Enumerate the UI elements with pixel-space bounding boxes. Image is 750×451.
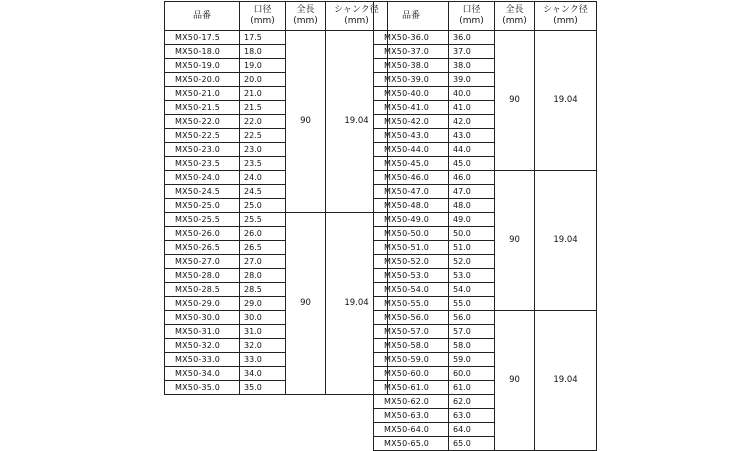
part-number-cell: MX50-57.0 <box>374 325 449 339</box>
part-number-cell: MX50-20.0 <box>165 73 240 87</box>
bore-cell: 64.0 <box>449 423 495 437</box>
bore-cell: 36.0 <box>449 31 495 45</box>
bore-cell: 59.0 <box>449 353 495 367</box>
part-number-cell: MX50-27.0 <box>165 255 240 269</box>
part-number-cell: MX50-58.0 <box>374 339 449 353</box>
part-number-cell: MX50-18.0 <box>165 45 240 59</box>
bore-cell: 28.5 <box>240 283 286 297</box>
bore-cell: 23.5 <box>240 157 286 171</box>
bore-cell: 41.0 <box>449 101 495 115</box>
spec-table-left <box>164 1 388 395</box>
part-number-cell: MX50-49.0 <box>374 213 449 227</box>
part-number-cell: MX50-52.0 <box>374 255 449 269</box>
bore-header: 口径 (mm) <box>449 2 495 31</box>
part-number-cell: MX50-54.0 <box>374 283 449 297</box>
bore-cell: 58.0 <box>449 339 495 353</box>
part-number-cell: MX50-24.5 <box>165 185 240 199</box>
part-number-cell: MX50-17.5 <box>165 31 240 45</box>
part-number-cell: MX50-37.0 <box>374 45 449 59</box>
part-number-cell: MX50-23.5 <box>165 157 240 171</box>
part-number-cell: MX50-44.0 <box>374 143 449 157</box>
bore-cell: 29.0 <box>240 297 286 311</box>
bore-cell: 42.0 <box>449 115 495 129</box>
bore-cell: 22.0 <box>240 115 286 129</box>
bore-cell: 63.0 <box>449 409 495 423</box>
part-number-cell: MX50-46.0 <box>374 171 449 185</box>
bore-cell: 51.0 <box>449 241 495 255</box>
shank-header: シャンク径 (mm) <box>535 2 597 31</box>
part-number-cell: MX50-39.0 <box>374 73 449 87</box>
part-number-cell: MX50-59.0 <box>374 353 449 367</box>
length-cell: 90 <box>286 31 326 213</box>
bore-cell: 25.5 <box>240 213 286 227</box>
bore-cell: 60.0 <box>449 367 495 381</box>
bore-header: 口径 (mm) <box>240 2 286 31</box>
bore-cell: 28.0 <box>240 269 286 283</box>
part-number-cell: MX50-19.0 <box>165 59 240 73</box>
part-number-cell: MX50-26.5 <box>165 241 240 255</box>
shank-cell: 19.04 <box>326 31 388 213</box>
bore-cell: 26.0 <box>240 227 286 241</box>
header-row <box>165 2 388 31</box>
part-no-header: 品番 <box>374 2 449 31</box>
shank-header: シャンク径 (mm) <box>326 2 388 31</box>
part-number-cell: MX50-42.0 <box>374 115 449 129</box>
part-number-cell: MX50-22.0 <box>165 115 240 129</box>
bore-cell: 61.0 <box>449 381 495 395</box>
bore-cell: 20.0 <box>240 73 286 87</box>
part-number-cell: MX50-48.0 <box>374 199 449 213</box>
bore-cell: 21.0 <box>240 87 286 101</box>
bore-cell: 32.0 <box>240 339 286 353</box>
bore-cell: 24.0 <box>240 171 286 185</box>
table-row <box>165 31 388 45</box>
part-number-cell: MX50-30.0 <box>165 311 240 325</box>
table-body <box>374 31 597 451</box>
bore-cell: 31.0 <box>240 325 286 339</box>
length-cell: 90 <box>495 311 535 451</box>
part-number-cell: MX50-23.0 <box>165 143 240 157</box>
part-number-cell: MX50-50.0 <box>374 227 449 241</box>
part-number-cell: MX50-21.0 <box>165 87 240 101</box>
shank-cell: 19.04 <box>535 171 597 311</box>
header-row <box>374 2 597 31</box>
bore-cell: 49.0 <box>449 213 495 227</box>
bore-cell: 21.5 <box>240 101 286 115</box>
part-number-cell: MX50-28.5 <box>165 283 240 297</box>
bore-cell: 47.0 <box>449 185 495 199</box>
bore-cell: 43.0 <box>449 129 495 143</box>
bore-cell: 39.0 <box>449 73 495 87</box>
bore-cell: 45.0 <box>449 157 495 171</box>
shank-cell: 19.04 <box>535 31 597 171</box>
bore-cell: 17.5 <box>240 31 286 45</box>
bore-cell: 62.0 <box>449 395 495 409</box>
part-number-cell: MX50-25.0 <box>165 199 240 213</box>
part-number-cell: MX50-38.0 <box>374 59 449 73</box>
part-number-cell: MX50-22.5 <box>165 129 240 143</box>
length-cell: 90 <box>495 31 535 171</box>
bore-cell: 24.5 <box>240 185 286 199</box>
part-number-cell: MX50-56.0 <box>374 311 449 325</box>
bore-cell: 44.0 <box>449 143 495 157</box>
part-number-cell: MX50-26.0 <box>165 227 240 241</box>
bore-cell: 37.0 <box>449 45 495 59</box>
spec-table-right <box>373 1 597 451</box>
bore-cell: 38.0 <box>449 59 495 73</box>
part-number-cell: MX50-29.0 <box>165 297 240 311</box>
bore-cell: 18.0 <box>240 45 286 59</box>
part-number-cell: MX50-47.0 <box>374 185 449 199</box>
part-number-cell: MX50-28.0 <box>165 269 240 283</box>
part-number-cell: MX50-64.0 <box>374 423 449 437</box>
part-number-cell: MX50-55.0 <box>374 297 449 311</box>
part-number-cell: MX50-31.0 <box>165 325 240 339</box>
part-number-cell: MX50-33.0 <box>165 353 240 367</box>
bore-cell: 40.0 <box>449 87 495 101</box>
part-number-cell: MX50-62.0 <box>374 395 449 409</box>
table-row <box>165 213 388 227</box>
part-number-cell: MX50-35.0 <box>165 381 240 395</box>
part-number-cell: MX50-63.0 <box>374 409 449 423</box>
shank-cell: 19.04 <box>535 311 597 451</box>
bore-cell: 19.0 <box>240 59 286 73</box>
bore-cell: 48.0 <box>449 199 495 213</box>
length-cell: 90 <box>286 213 326 395</box>
part-number-cell: MX50-53.0 <box>374 269 449 283</box>
bore-cell: 50.0 <box>449 227 495 241</box>
part-number-cell: MX50-51.0 <box>374 241 449 255</box>
part-no-header: 品番 <box>165 2 240 31</box>
bore-cell: 33.0 <box>240 353 286 367</box>
length-header: 全長 (mm) <box>286 2 326 31</box>
bore-cell: 25.0 <box>240 199 286 213</box>
table-row <box>374 311 597 325</box>
bore-cell: 22.5 <box>240 129 286 143</box>
part-number-cell: MX50-40.0 <box>374 87 449 101</box>
bore-cell: 34.0 <box>240 367 286 381</box>
part-number-cell: MX50-61.0 <box>374 381 449 395</box>
bore-cell: 55.0 <box>449 297 495 311</box>
part-number-cell: MX50-60.0 <box>374 367 449 381</box>
bore-cell: 56.0 <box>449 311 495 325</box>
length-cell: 90 <box>495 171 535 311</box>
bore-cell: 57.0 <box>449 325 495 339</box>
part-number-cell: MX50-43.0 <box>374 129 449 143</box>
bore-cell: 54.0 <box>449 283 495 297</box>
part-number-cell: MX50-24.0 <box>165 171 240 185</box>
bore-cell: 46.0 <box>449 171 495 185</box>
bore-cell: 35.0 <box>240 381 286 395</box>
table-row <box>374 171 597 185</box>
bore-cell: 65.0 <box>449 437 495 451</box>
bore-cell: 52.0 <box>449 255 495 269</box>
shank-cell: 19.04 <box>326 213 388 395</box>
part-number-cell: MX50-41.0 <box>374 101 449 115</box>
table-body <box>165 31 388 395</box>
part-number-cell: MX50-34.0 <box>165 367 240 381</box>
part-number-cell: MX50-32.0 <box>165 339 240 353</box>
length-header: 全長 (mm) <box>495 2 535 31</box>
part-number-cell: MX50-65.0 <box>374 437 449 451</box>
bore-cell: 23.0 <box>240 143 286 157</box>
part-number-cell: MX50-45.0 <box>374 157 449 171</box>
part-number-cell: MX50-25.5 <box>165 213 240 227</box>
bore-cell: 27.0 <box>240 255 286 269</box>
bore-cell: 26.5 <box>240 241 286 255</box>
part-number-cell: MX50-36.0 <box>374 31 449 45</box>
part-number-cell: MX50-21.5 <box>165 101 240 115</box>
bore-cell: 30.0 <box>240 311 286 325</box>
table-row <box>374 31 597 45</box>
bore-cell: 53.0 <box>449 269 495 283</box>
